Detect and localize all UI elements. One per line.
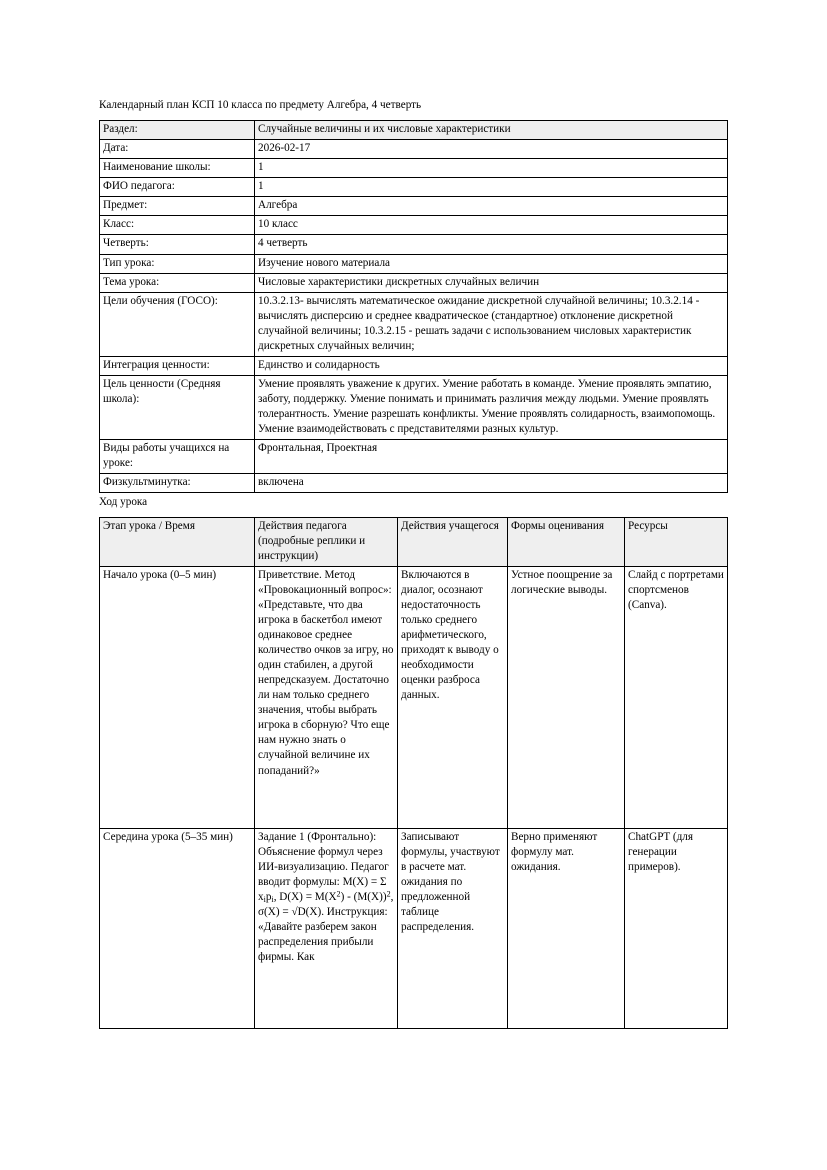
info-label: ФИО педагога: <box>100 178 255 197</box>
info-label: Цель ценности (Средняя школа): <box>100 375 255 439</box>
info-label: Виды работы учащихся на уроке: <box>100 440 255 474</box>
cell-stage: Середина урока (5–35 мин) <box>100 828 255 1028</box>
info-label: Класс: <box>100 216 255 235</box>
formula-text-mid2: , D(X) = M(X <box>273 890 337 903</box>
lesson-flow-table <box>99 517 728 1029</box>
info-label: Интеграция ценности: <box>100 356 255 375</box>
table-row <box>100 159 728 178</box>
subscript-i: i <box>263 894 266 904</box>
info-label: Тип урока: <box>100 254 255 273</box>
document-content <box>99 98 727 1029</box>
info-value: 10 класс <box>255 216 728 235</box>
info-value: Изучение нового материала <box>255 254 728 273</box>
info-label: Тема урока: <box>100 273 255 292</box>
table-row <box>100 440 728 474</box>
column-header-teacher-actions: Действия педагога (подробные реплики и инструкции) <box>255 517 398 566</box>
table-row <box>100 178 728 197</box>
formula-text-mid3: ) - (M(X)) <box>340 890 387 903</box>
info-label: Физкультминутка: <box>100 474 255 493</box>
table-row <box>100 254 728 273</box>
cell-assessment: Устное поощрение за логические выводы. <box>508 566 625 828</box>
lesson-flow-label: Ход урока <box>99 496 148 509</box>
info-label: Цели обучения (ГОСО): <box>100 292 255 356</box>
table-row <box>100 828 728 1028</box>
cell-teacher-actions: Приветствие. Метод «Провокационный вопрос»: «Представьте, что два игрока в баскетбол имеют одинаковое среднее количество очков за игру, но один стабилен, а другой непредсказуем. Достаточно ли нам только среднего значения, чтобы выбрать игрока в сборную? Что еще нам нужно знать о случайной величине их попаданий?» <box>255 566 398 828</box>
formula-text-mid4: , σ(X) = √D(X). Инструкция: «Давайте разберем закон распределения прибыли фирмы. Как <box>258 890 394 964</box>
table-row <box>100 292 728 356</box>
info-value: Единство и солидарность <box>255 356 728 375</box>
table-row <box>100 197 728 216</box>
column-header-stage: Этап урока / Время <box>100 517 255 566</box>
table-row <box>100 566 728 828</box>
column-header-resources: Ресурсы <box>625 517 728 566</box>
info-value: Алгебра <box>255 197 728 216</box>
info-label: Четверть: <box>100 235 255 254</box>
cell-assessment: Верно применяют формулу мат. ожидания. <box>508 828 625 1028</box>
cell-resources: ChatGPT (для генерации примеров). <box>625 828 728 1028</box>
info-value: 1 <box>255 159 728 178</box>
table-row <box>100 375 728 439</box>
table-row <box>100 216 728 235</box>
info-value: 2026-02-17 <box>255 140 728 159</box>
superscript-2: 2 <box>336 889 341 899</box>
table-row <box>100 356 728 375</box>
column-header-student-actions: Действия учащегося <box>398 517 508 566</box>
table-row <box>100 121 728 140</box>
info-label: Раздел: <box>100 121 255 140</box>
info-value: 4 четверть <box>255 235 728 254</box>
table-row <box>100 140 728 159</box>
info-value: Случайные величины и их числовые характеристики <box>255 121 728 140</box>
table-row <box>100 474 728 493</box>
subscript-i-2: i <box>271 894 274 904</box>
info-value: 1 <box>255 178 728 197</box>
formula-text-before: Задание 1 (Фронтально): Объяснение формул через ИИ-визуализацию. Педагог вводит формулы: M(X) = Σ x <box>258 830 389 903</box>
info-label: Дата: <box>100 140 255 159</box>
info-value: 10.3.2.13- вычислять математическое ожидание дискретной случайной величины; 10.3.2.14 - вычислять дисперсию и среднее квадратическое (стандартное) отклонение дискретной случайной величины; 10.3.2.15 - решать задачи с использованием числовых характеристик дискретных случайных величин; <box>255 292 728 356</box>
page-title: Календарный план КСП 10 класса по предмету Алгебра, 4 четверть <box>99 99 422 111</box>
cell-student-actions: Включаются в диалог, осознают недостаточность только среднего арифметического, приходят к выводу о необходимости оценки разброса данных. <box>398 566 508 828</box>
lesson-info-table <box>99 120 728 493</box>
column-header-assessment: Формы оценивания <box>508 517 625 566</box>
info-value: включена <box>255 474 728 493</box>
info-value: Фронтальная, Проектная <box>255 440 728 474</box>
superscript-2b: 2 <box>386 889 391 899</box>
info-label: Предмет: <box>100 197 255 216</box>
cell-teacher-actions <box>255 828 398 1028</box>
info-value: Умение проявлять уважение к других. Умение работать в команде. Умение проявлять эмпатию, заботу, поддержку. Умение понимать и принимать различия между людьми. Умение проявлять толерантность. Умение разрешать конфликты. Умение проявлять солидарность, взаимопомощь. Умение взаимодействовать с представителями разных культур. <box>255 375 728 439</box>
info-value: Числовые характеристики дискретных случайных величин <box>255 273 728 292</box>
formula-text-mid1: p <box>265 890 272 903</box>
cell-resources: Слайд с портретами спортсменов (Canva). <box>625 566 728 828</box>
cell-student-actions: Записывают формулы, участвуют в расчете мат. ожидания по предложенной таблице распределения. <box>398 828 508 1028</box>
cell-stage: Начало урока (0–5 мин) <box>100 566 255 828</box>
table-row <box>100 273 728 292</box>
table-row <box>100 235 728 254</box>
info-label: Наименование школы: <box>100 159 255 178</box>
table-header-row <box>100 517 728 566</box>
